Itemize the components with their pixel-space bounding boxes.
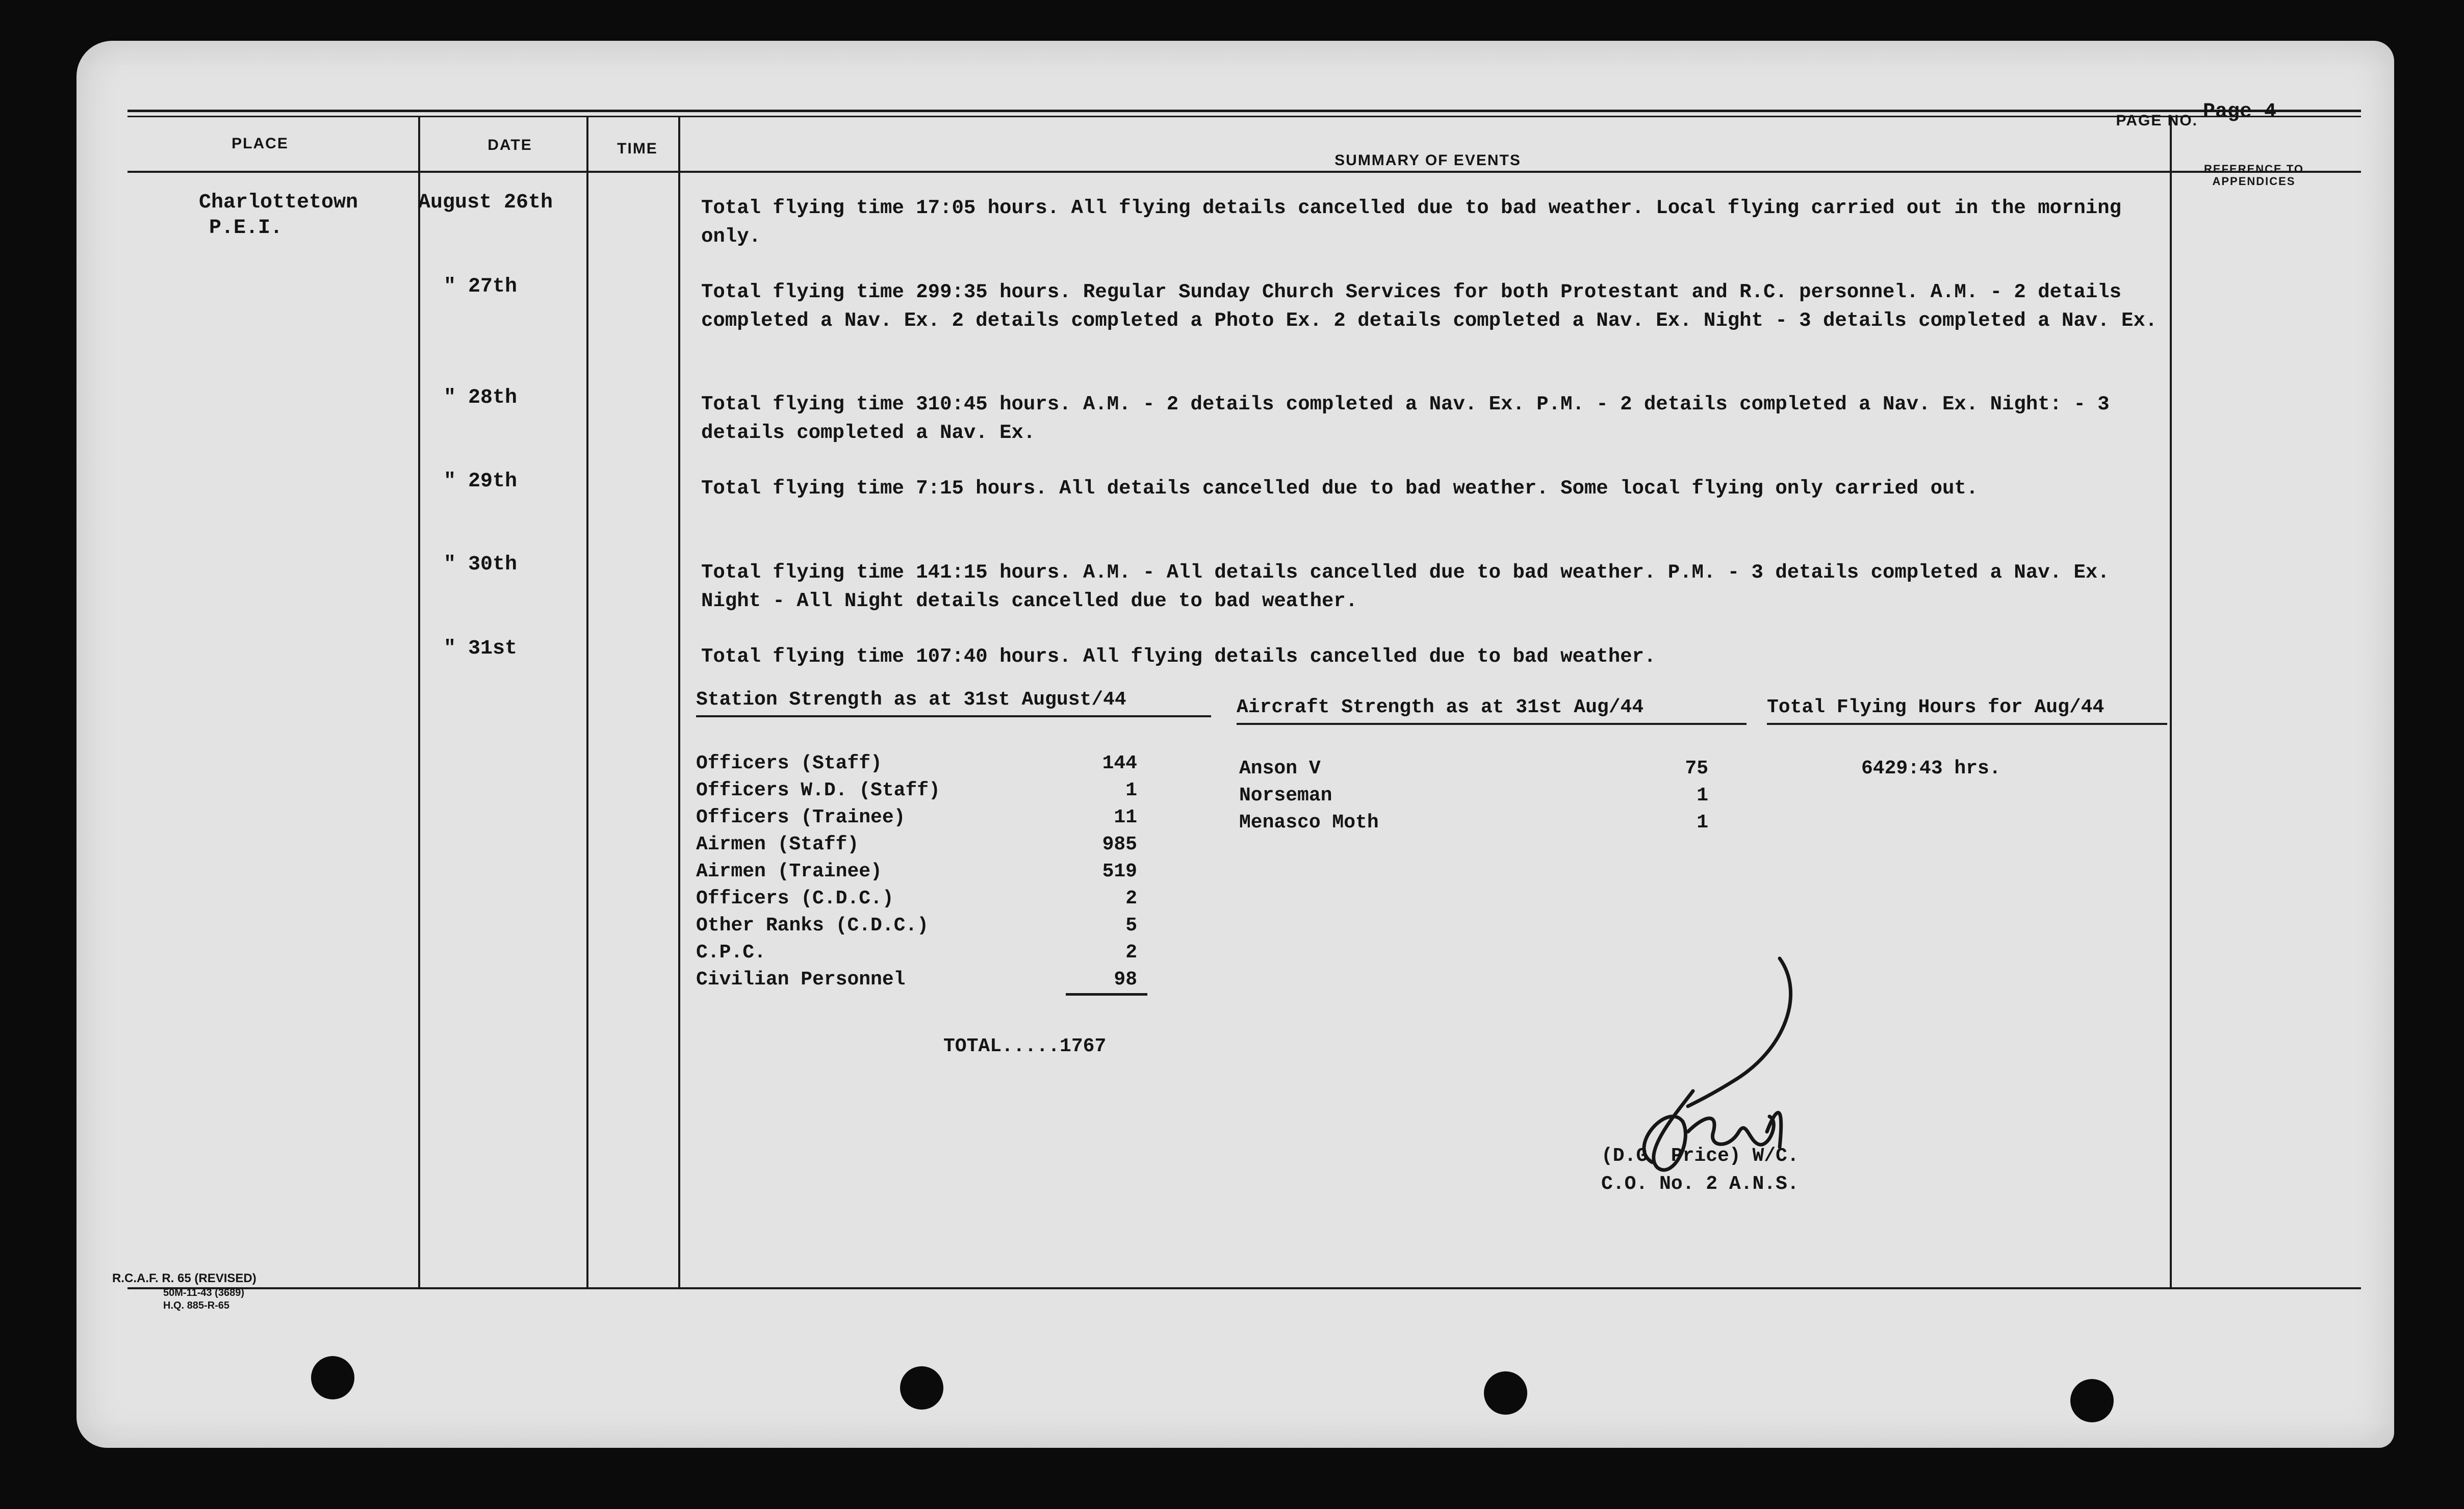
date-entry: " 27th	[444, 275, 518, 298]
strength-row-value: 519	[1102, 861, 1137, 882]
strength-row-label: Officers W.D. (Staff)	[696, 779, 940, 801]
date-entry: " 29th	[444, 470, 518, 493]
event-entry: Total flying time 299:35 hours. Regular Sunday Church Services for both Protestant and R.C. personnel. A.M. - 2 details completed a Nav. Ex. 2 details completed a Photo Ex. 2 details completed a Nav. Ex. Night - 3 details completed a Nav. Ex.	[701, 281, 2158, 332]
strength-row-value: 11	[1114, 806, 1137, 828]
strength-row-label: Officers (Staff)	[696, 752, 882, 774]
event-entry: Total flying time 141:15 hours. A.M. - All details cancelled due to bad weather. P.M. - 3 details completed a Nav. Ex. Night - All Night details cancelled due to bad weather.	[701, 561, 2110, 612]
strength-row-value: 2	[1125, 942, 1137, 964]
aircraft-strength-underline	[1237, 723, 1747, 725]
flying-hours-value: 6429:43 hrs.	[1861, 758, 2001, 779]
strength-row-label: Airmen (Staff)	[696, 834, 859, 855]
strength-row-value: 985	[1102, 834, 1137, 855]
aircraft-row-label: Menasco Moth	[1239, 812, 1379, 834]
form-hq-code: H.Q. 885-R-65	[163, 1300, 230, 1311]
top-rule	[127, 110, 2361, 112]
time-column-header: TIME	[617, 140, 658, 157]
strength-row-label: Civilian Personnel	[696, 969, 906, 991]
punch-hole	[900, 1366, 943, 1410]
date-entry: " 28th	[444, 386, 518, 409]
summary-column-header: SUMMARY OF EVENTS	[1334, 152, 1521, 169]
aircraft-row-value: 1	[1697, 812, 1708, 834]
date-entry: August 26th	[418, 191, 553, 214]
punch-hole	[2070, 1379, 2114, 1422]
page-no-label: PAGE NO.	[2116, 112, 2198, 129]
header-rule	[127, 171, 2361, 173]
aircraft-row-value: 75	[1685, 758, 1708, 779]
page-no-value: Page 4	[2203, 100, 2277, 123]
flying-hours-heading: Total Flying Hours for Aug/44	[1767, 696, 2104, 718]
date-entry: " 31st	[444, 637, 518, 660]
event-entry: Total flying time 107:40 hours. All flying details cancelled due to bad weather.	[701, 645, 1656, 668]
flying-hours-underline	[1767, 723, 2167, 725]
strength-row-label: Officers (Trainee)	[696, 806, 906, 828]
bottom-rule	[127, 1287, 2361, 1289]
place-date-divider	[418, 117, 420, 1287]
total-underline	[1066, 993, 1147, 996]
reference-column-header: REFERENCE TO APPENDICES	[2204, 163, 2304, 188]
event-entry: Total flying time 17:05 hours. All flying details cancelled due to bad weather. Local flying carried out in the morning only.	[701, 197, 2122, 248]
strength-row-value: 5	[1125, 915, 1137, 936]
time-summary-divider	[678, 117, 680, 1287]
punch-hole	[311, 1356, 354, 1399]
strength-row-label: Other Ranks (C.D.C.)	[696, 915, 929, 936]
document-sheet	[76, 41, 2394, 1448]
strength-row-value: 2	[1125, 888, 1137, 909]
aircraft-row-label: Norseman	[1239, 785, 1332, 806]
aircraft-strength-heading: Aircraft Strength as at 31st Aug/44	[1237, 696, 1644, 718]
summary-reference-divider	[2170, 117, 2172, 1287]
strength-row-label: Airmen (Trainee)	[696, 861, 882, 882]
date-entry: " 30th	[444, 553, 518, 576]
station-strength-underline	[696, 715, 1211, 717]
strength-row-value: 98	[1114, 969, 1137, 991]
form-print-code: 50M-11-43 (3689)	[163, 1287, 244, 1298]
date-column-header: DATE	[487, 137, 532, 153]
event-entry: Total flying time 310:45 hours. A.M. - 2 details completed a Nav. Ex. P.M. - 2 details completed a Nav. Ex. Night: - 3 details completed a Nav. Ex.	[701, 393, 2110, 444]
form-number: R.C.A.F. R. 65 (REVISED)	[112, 1271, 256, 1285]
aircraft-row-value: 1	[1697, 785, 1708, 806]
station-strength-total: TOTAL.....1767	[943, 1035, 1107, 1057]
signature-name: (D.G. Price) W/C.	[1601, 1145, 1799, 1167]
place-column-header: PLACE	[232, 135, 289, 152]
event-entry: Total flying time 7:15 hours. All details cancelled due to bad weather. Some local flying only carried out.	[701, 477, 1979, 500]
strength-row-value: 144	[1102, 752, 1137, 774]
place-line-2: P.E.I.	[209, 217, 283, 240]
punch-hole	[1484, 1371, 1527, 1415]
top-rule-thin	[127, 116, 2361, 117]
signature-title: C.O. No. 2 A.N.S.	[1601, 1173, 1799, 1195]
place-line-1: Charlottetown	[199, 191, 358, 214]
strength-row-value: 1	[1125, 779, 1137, 801]
strength-row-label: C.P.C.	[696, 942, 766, 964]
station-strength-heading: Station Strength as at 31st August/44	[696, 689, 1126, 711]
date-time-divider	[586, 117, 588, 1287]
strength-row-label: Officers (C.D.C.)	[696, 888, 894, 909]
aircraft-row-label: Anson V	[1239, 758, 1321, 779]
